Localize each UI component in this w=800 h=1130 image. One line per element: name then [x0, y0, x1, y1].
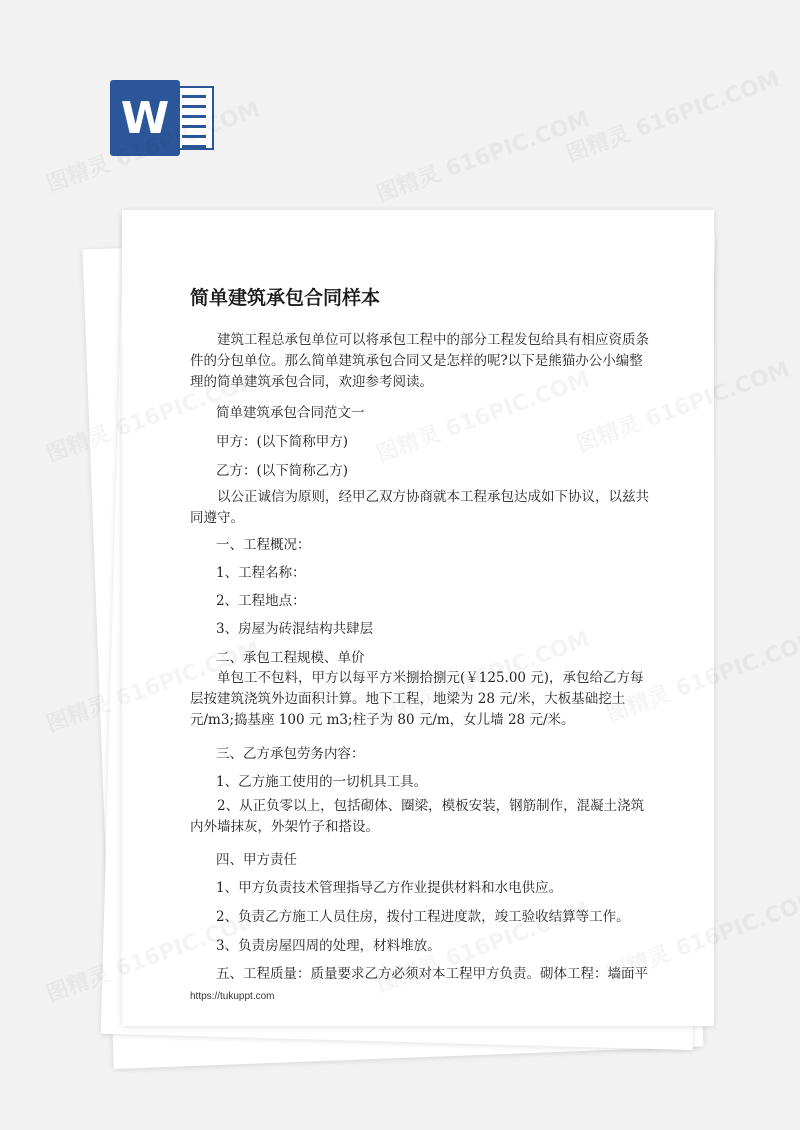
list-item: 2、从正负零以上，包括砌体、圈梁，模板安装，钢筋制作，混凝土浇筑内外墙抹灰，外架竹子和搭设。: [190, 798, 645, 835]
agreement-paragraph: 以公正诚信为原则，经甲乙双方协商就本工程承包达成如下协议，以兹共同遵守。: [190, 489, 649, 526]
list-item: 2、负责乙方施工人员住房，拨付工程进度款，竣工验收结算等工作。: [216, 909, 630, 925]
intro-paragraph: 建筑工程总承包单位可以将承包工程中的部分工程发包给具有相应资质条件的分包单位。那么简单建筑承包合同又是怎样的呢?以下是熊猫办公小编整理的简单建筑承包合同，欢迎参考阅读。: [190, 332, 649, 390]
word-logo-letter: W: [110, 80, 180, 156]
list-item: 1、工程名称：: [216, 565, 306, 581]
section-heading: 四、甲方责任: [216, 852, 297, 868]
watermark: [371, 102, 593, 208]
party-a-line: 甲方：(以下简称甲方): [216, 434, 349, 450]
list-item: 1、甲方负责技术管理指导乙方作业提供材料和水电供应。: [216, 880, 563, 896]
pricing-paragraph: 单包工不包料，甲方以每平方米捌拾捌元(￥125.00 元)，承包给乙方每层按建筑浇筑外边面积计算。地下工程，地梁为 28 元/米，大板基础挖土 元/m3;捣基座 100 元 m3;柱子为 80 元/m，女儿墙 28 元/米。: [190, 670, 644, 728]
list-item: 3、负责房屋四周的处理，材料堆放。: [216, 938, 441, 954]
list-item: 1、乙方施工使用的一切机具工具。: [216, 774, 428, 790]
list-item: 2、工程地点：: [216, 593, 306, 609]
document-title: 简单建筑承包合同样本: [190, 287, 381, 309]
word-icon: [110, 80, 214, 156]
section-heading: 五、工程质量：质量要求乙方必须对本工程甲方负责。砌体工程：墙面平: [216, 966, 648, 982]
sample-heading: 简单建筑承包合同范文一: [216, 405, 365, 421]
list-item: 3、房屋为砖混结构共肆层: [216, 621, 374, 637]
party-b-line: 乙方：(以下简称乙方): [216, 463, 349, 479]
section-heading: 二、承包工程规模、单价: [216, 650, 365, 666]
section-heading: 三、乙方承包劳务内容：: [216, 746, 365, 762]
footer-url[interactable]: https://tukuppt.com: [190, 991, 275, 1002]
section-heading: 一、工程概况：: [216, 537, 311, 553]
watermark: [561, 62, 783, 168]
